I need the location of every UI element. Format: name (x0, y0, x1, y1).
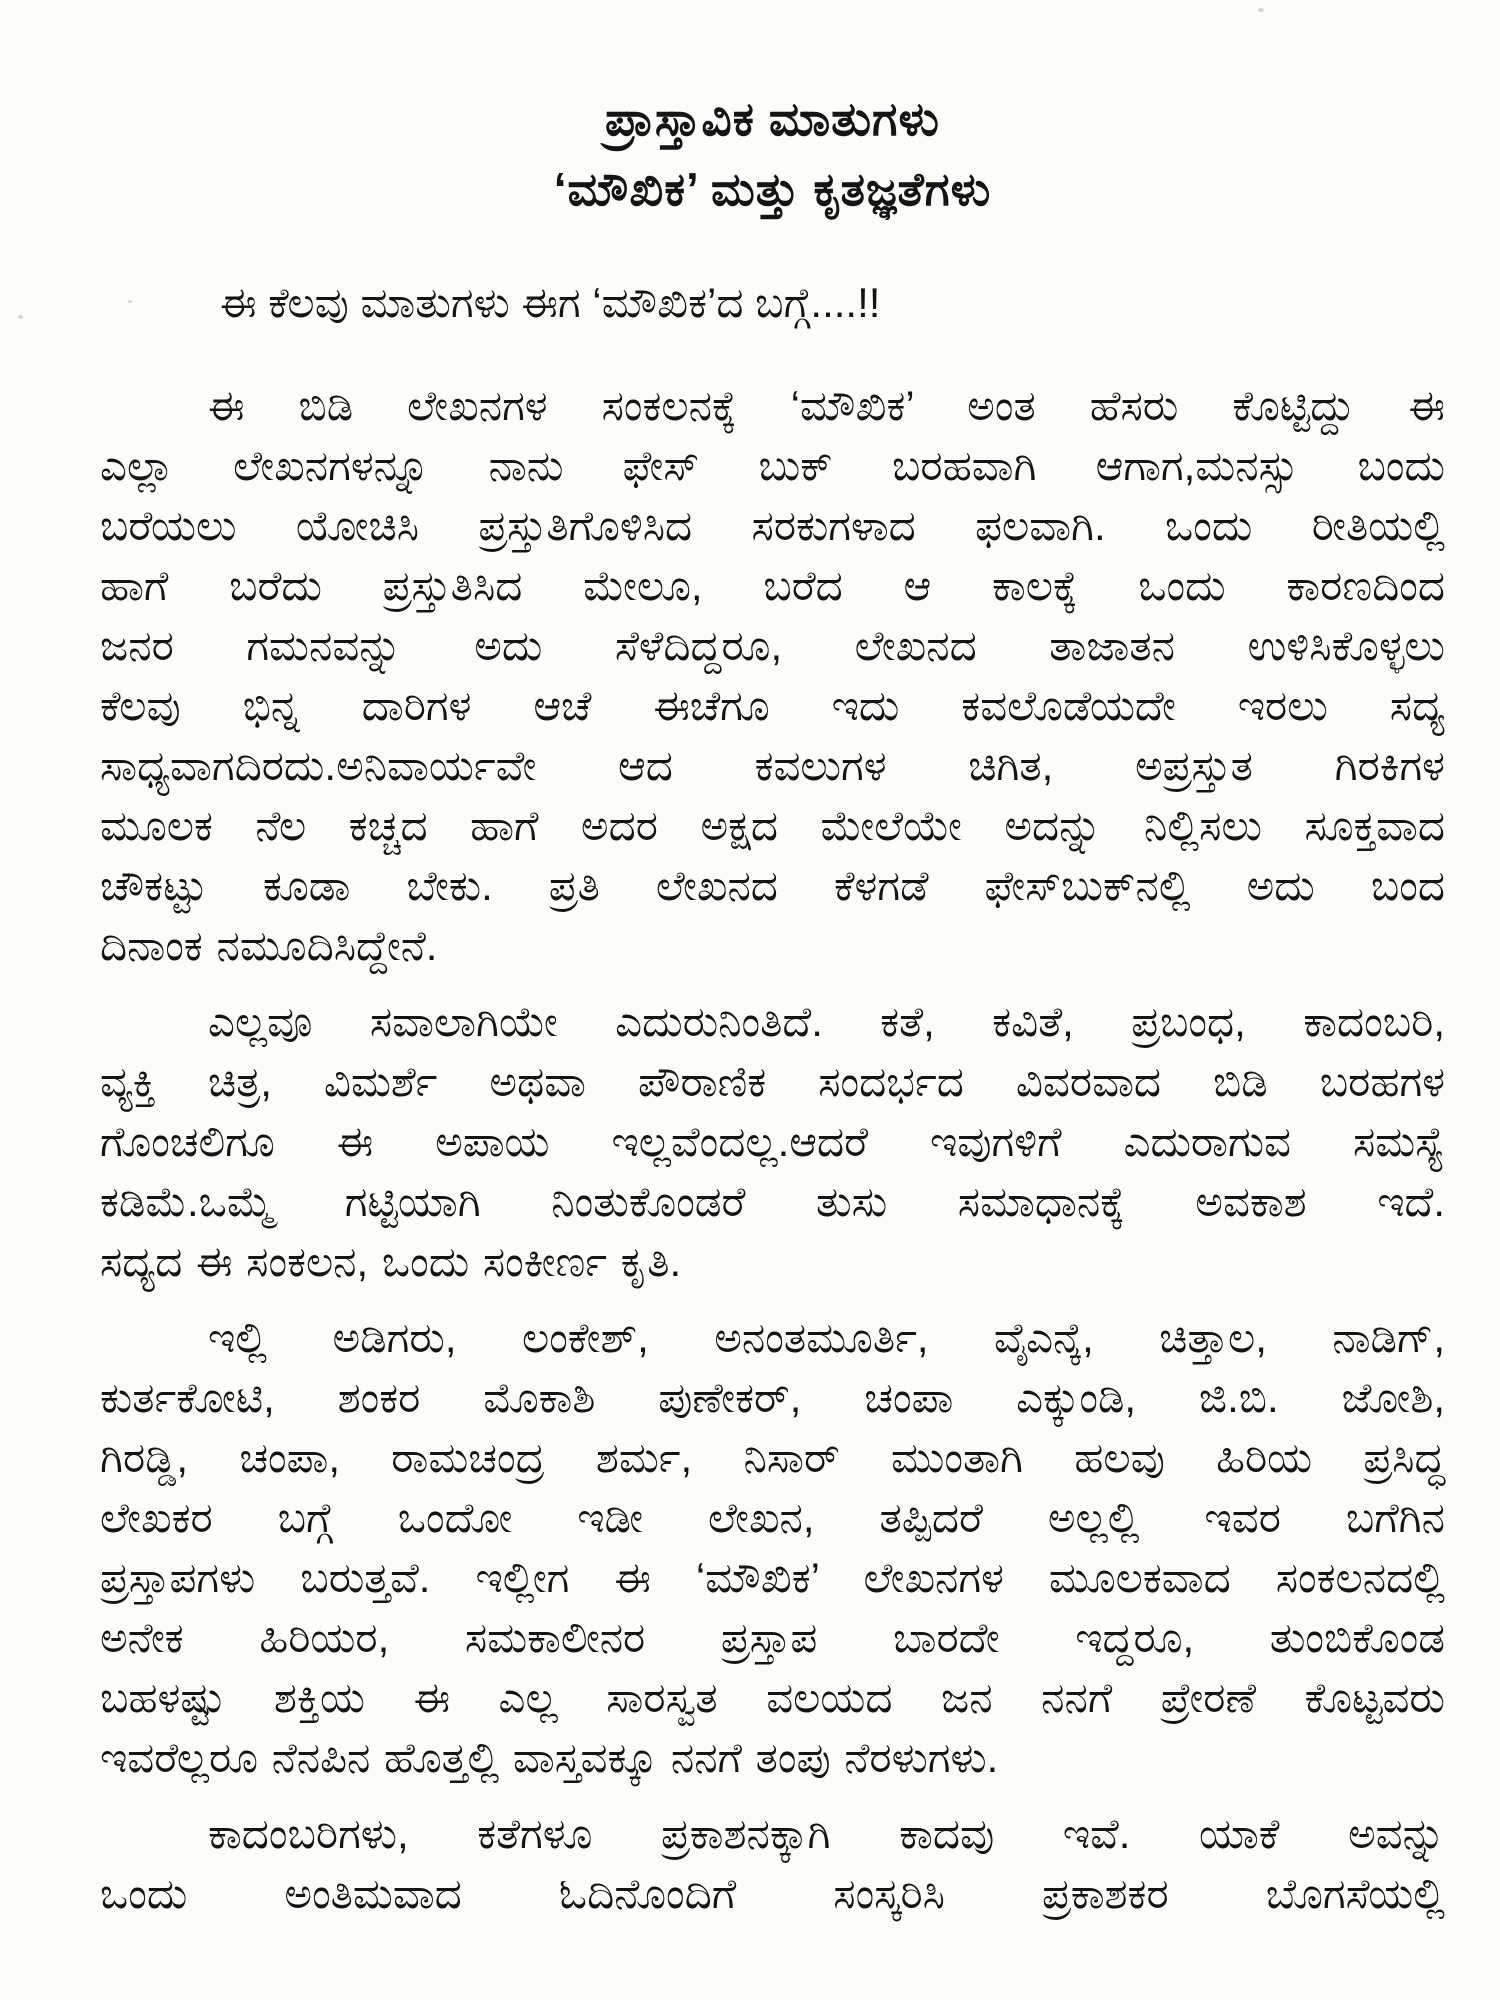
paragraph (100, 1308, 1445, 1788)
paragraph (100, 376, 1445, 976)
text-line: ಹಾಗೆ ಬರೆದು ಪ್ರಸ್ತುತಿಸಿದ ಮೇಲೂ, ಬರೆದ ಆ ಕಾಲಕ್ಕೆ ಒಂದು ಕಾರಣದಿಂದ (100, 562, 1445, 609)
heading-block (100, 92, 1445, 216)
text-line: ಪ್ರಸ್ತಾಪಗಳು ಬರುತ್ತವೆ. ಇಲ್ಲೀಗ ಈ ‘ಮೌಖಿಕ’ ಲೇಖನಗಳ ಮೂಲಕವಾದ ಸಂಕಲನದಲ್ಲಿ (100, 1554, 1445, 1601)
body-text (100, 376, 1445, 1924)
text-line: ಲೇಖಕರ ಬಗ್ಗೆ ಒಂದೋ ಇಡೀ ಲೇಖನ, ತಪ್ಪಿದರೆ ಅಲ್ಲಲ್ಲಿ ಇವರ ಬಗೆಗಿನ (100, 1494, 1445, 1541)
scan-speck (18, 315, 23, 319)
text-line: ಸದ್ಯದ ಈ ಸಂಕಲನ, ಒಂದು ಸಂಕೀರ್ಣ ಕೃತಿ. (100, 1238, 682, 1285)
page-subtitle: ‘ಮೌಖಿಕ’ ಮತ್ತು ಕೃತಜ್ಞತೆಗಳು (553, 163, 992, 215)
text-line: ಇಲ್ಲಿ ಅಡಿಗರು, ಲಂಕೇಶ್, ಅನಂತಮೂರ್ತಿ, ವೈಎನ್ಕೆ, ಚಿತ್ತಾಲ, ನಾಡಿಗ್, (208, 1314, 1445, 1361)
text-line: ಒಂದು ಅಂತಿಮವಾದ ಓದಿನೊಂದಿಗೆ ಸಂಸ್ಕರಿಸಿ ಪ್ರಕಾಶಕರ ಬೊಗಸೆಯಲ್ಲಿ (100, 1870, 1445, 1917)
text-line: ಜನರ ಗಮನವನ್ನು ಅದು ಸೆಳೆದಿದ್ದರೂ, ಲೇಖನದ ತಾಜಾತನ ಉಳಿಸಿಕೊಳ್ಳಲು (100, 622, 1445, 669)
paragraph (100, 1804, 1445, 1924)
scan-speck (1258, 8, 1264, 12)
text-line: ಬರೆಯಲು ಯೋಚಿಸಿ ಪ್ರಸ್ತುತಿಗೊಳಿಸಿದ ಸರಕುಗಳಾದ ಫಲವಾಗಿ. ಒಂದು ರೀತಿಯಲ್ಲಿ (100, 502, 1445, 549)
paragraph (100, 992, 1445, 1292)
text-line: ಗಿರಡ್ಡಿ, ಚಂಪಾ, ರಾಮಚಂದ್ರ ಶರ್ಮ, ನಿಸಾರ್ ಮುಂತಾಗಿ ಹಲವು ಹಿರಿಯ ಪ್ರಸಿದ್ಧ (100, 1434, 1445, 1481)
text-line: ಬಹಳಷ್ಟು ಶಕ್ತಿಯ ಈ ಎಲ್ಲ ಸಾರಸ್ವತ ವಲಯದ ಜನ ನನಗೆ ಪ್ರೇರಣೆ ಕೊಟ್ಟವರು (100, 1674, 1445, 1721)
text-line: ಕುರ್ತಕೋಟಿ, ಶಂಕರ ಮೊಕಾಶಿ ಪುಣೇಕರ್, ಚಂಪಾ ಎಕ್ಕುಂಡಿ, ಜಿ.ಬಿ. ಜೋಶಿ, (100, 1374, 1445, 1421)
text-line: ಇವರೆಲ್ಲರೂ ನೆನಪಿನ ಹೊತ್ತಲ್ಲಿ ವಾಸ್ತವಕ್ಕೂ ನನಗೆ ತಂಪು ನೆರಳುಗಳು. (100, 1734, 999, 1781)
text-line: ಗೊಂಚಲಿಗೂ ಈ ಅಪಾಯ ಇಲ್ಲವೆಂದಲ್ಲ.ಆದರೆ ಇವುಗಳಿಗೆ ಎದುರಾಗುವ ಸಮಸ್ಯೆ (100, 1118, 1445, 1165)
scan-speck (128, 300, 132, 303)
text-line: ಎಲ್ಲವೂ ಸವಾಲಾಗಿಯೇ ಎದುರುನಿಂತಿದೆ. ಕತೆ, ಕವಿತೆ, ಪ್ರಬಂಧ, ಕಾದಂಬರಿ, (208, 998, 1445, 1045)
text-line: ಸಾಧ್ಯವಾಗದಿರದು.ಅನಿವಾರ್ಯವೇ ಆದ ಕವಲುಗಳ ಚಿಗಿತ, ಅಪ್ರಸ್ತುತ ಗಿರಕಿಗಳ (100, 742, 1445, 789)
text-line: ಈ ಬಿಡಿ ಲೇಖನಗಳ ಸಂಕಲನಕ್ಕೆ ‘ಮೌಖಿಕ’ ಅಂತ ಹೆಸರು ಕೊಟ್ಟಿದ್ದು ಈ (208, 382, 1445, 429)
text-line: ವ್ಯಕ್ತಿ ಚಿತ್ರ, ವಿಮರ್ಶೆ ಅಥವಾ ಪೌರಾಣಿಕ ಸಂದರ್ಭದ ವಿವರವಾದ ಬಿಡಿ ಬರಹಗಳ (100, 1058, 1445, 1105)
text-line: ಅನೇಕ ಹಿರಿಯರ, ಸಮಕಾಲೀನರ ಪ್ರಸ್ತಾಪ ಬಾರದೇ ಇದ್ದರೂ, ತುಂಬಿಕೊಂಡ (100, 1614, 1445, 1661)
text-line: ಕಡಿಮೆ.ಒಮ್ಮೆ ಗಟ್ಟಿಯಾಗಿ ನಿಂತುಕೊಂಡರೆ ತುಸು ಸಮಾಧಾನಕ್ಕೆ ಅವಕಾಶ ಇದೆ. (100, 1178, 1445, 1225)
text-line: ಕಾದಂಬರಿಗಳು, ಕತೆಗಳೂ ಪ್ರಕಾಶನಕ್ಕಾಗಿ ಕಾದವು ಇವೆ. ಯಾಕೆ ಅವನ್ನು (208, 1810, 1445, 1857)
text-line: ಕೆಲವು ಭಿನ್ನ ದಾರಿಗಳ ಆಚೆ ಈಚೆಗೂ ಇದು ಕವಲೊಡೆಯದೇ ಇರಲು ಸದ್ಯ (100, 682, 1445, 729)
text-line: ದಿನಾಂಕ ನಮೂದಿಸಿದ್ದೇನೆ. (100, 922, 438, 969)
opening-line: ಈ ಕೆಲವು ಮಾತುಗಳು ಈಗ ‘ಮೌಖಿಕ’ದ ಬಗ್ಗೆ....!! (220, 279, 881, 326)
page-title: ಪ್ರಾಸ್ತಾವಿಕ ಮಾತುಗಳು (605, 92, 940, 145)
text-line: ಚೌಕಟ್ಟು ಕೂಡಾ ಬೇಕು. ಪ್ರತಿ ಲೇಖನದ ಕೆಳಗಡೆ ಫೇಸ್‌ಬುಕ್‌ನಲ್ಲಿ ಅದು ಬಂದ (100, 862, 1445, 909)
text-line: ಎಲ್ಲಾ ಲೇಖನಗಳನ್ನೂ ನಾನು ಫೇಸ್ ಬುಕ್ ಬರಹವಾಗಿ ಆಗಾಗ,ಮನಸ್ಸು ಬಂದು (100, 442, 1445, 489)
text-line: ಮೂಲಕ ನೆಲ ಕಚ್ಚದ ಹಾಗೆ ಅದರ ಅಕ್ಷದ ಮೇಲೆಯೇ ಅದನ್ನು ನಿಲ್ಲಿಸಲು ಸೂಕ್ತವಾದ (100, 802, 1445, 849)
